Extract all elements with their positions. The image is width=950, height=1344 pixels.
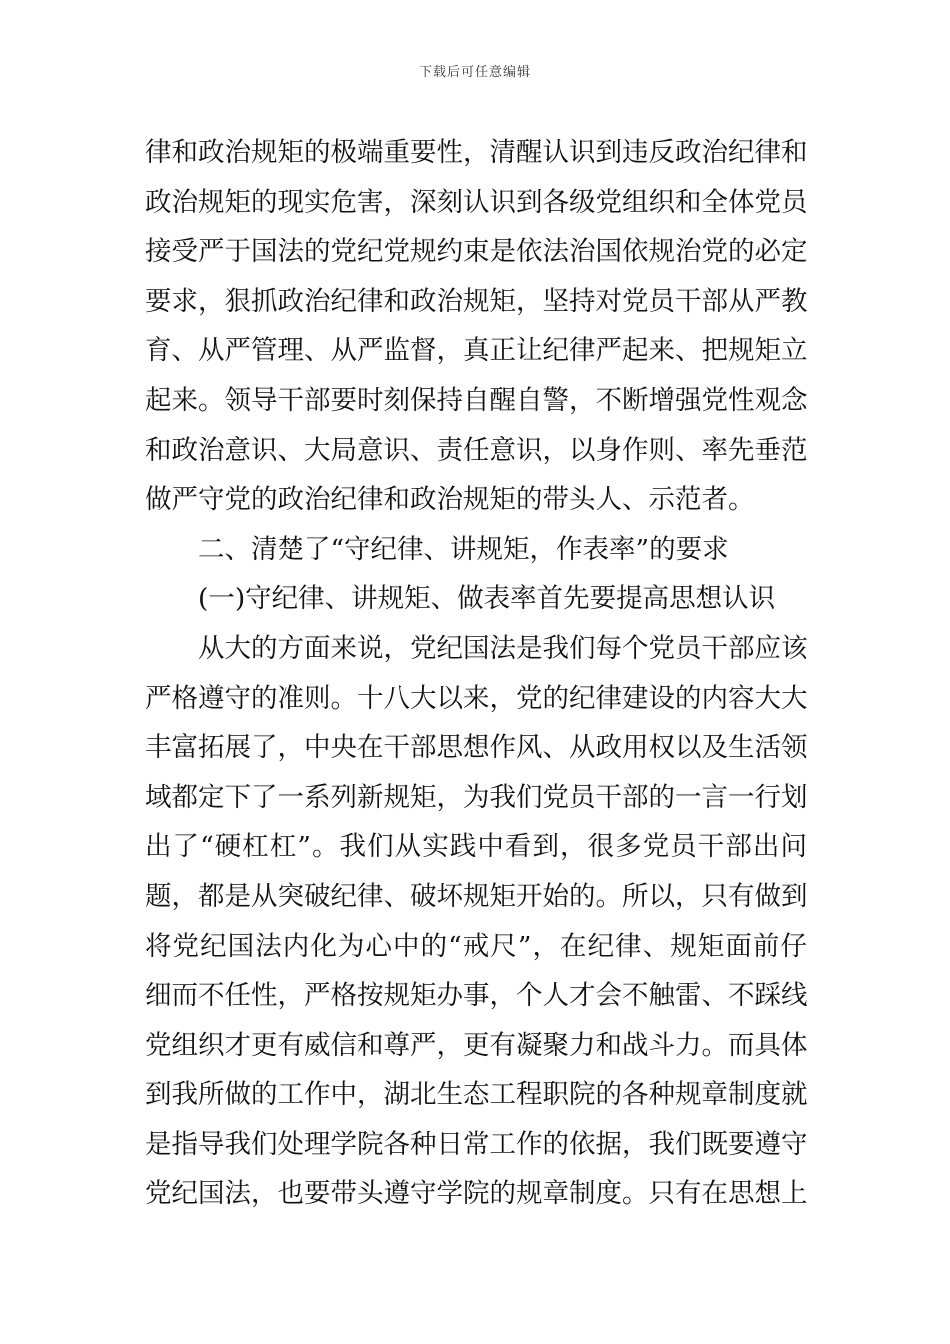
text-line: 党纪国法，也要带头遵守学院的规章制度。只有在思想上: [145, 1178, 808, 1210]
text-line: 要求，狠抓政治纪律和政治规矩，坚持对党员干部从严教: [145, 285, 808, 317]
text-line: 严格遵守的准则。十八大以来，党的纪律建设的内容大大: [145, 682, 808, 714]
text-line: 党组织才更有威信和尊严，更有凝聚力和战斗力。而具体: [145, 1029, 808, 1061]
page-header-note: 下载后可任意编辑: [418, 65, 531, 80]
text-line: 做严守党的政治纪律和政治规矩的带头人、示范者。: [145, 484, 755, 516]
text-line: 接受严于国法的党纪党规约束是依法治国依规治党的必定: [145, 236, 808, 268]
text-line: 将党纪国法内化为心中的“戒尺”，在纪律、规矩面前仔: [145, 930, 807, 962]
text-line: 到我所做的工作中，湖北生态工程职院的各种规章制度就: [145, 1079, 808, 1111]
text-line: 和政治意识、大局意识、责任意识，以身作则、率先垂范: [145, 434, 808, 466]
text-line: 题，都是从突破纪律、破坏规矩开始的。所以，只有做到: [145, 880, 808, 912]
text-line: 出了“硬杠杠”。我们从实践中看到，很多党员干部出问: [145, 831, 807, 863]
section-heading: 二、清楚了“守纪律、讲规矩，作表率”的要求: [198, 533, 729, 565]
subsection-heading: (一)守纪律、讲规矩、做表率首先要提高思想认识: [198, 583, 776, 615]
document-body: [145, 128, 807, 1219]
text-line: 育、从严管理、从严监督，真正让纪律严起来、把规矩立: [145, 335, 808, 367]
text-line: 是指导我们处理学院各种日常工作的依据，我们既要遵守: [145, 1128, 808, 1160]
text-line: 域都定下了一系列新规矩，为我们党员干部的一言一行划: [145, 781, 808, 813]
text-line: 起来。领导干部要时刻保持自醒自警，不断增强党性观念: [145, 384, 808, 416]
text-line: 细而不任性，严格按规矩办事，个人才会不触雷、不踩线: [145, 980, 808, 1012]
text-line: 从大的方面来说，党纪国法是我们每个党员干部应该: [198, 632, 808, 664]
text-line: 政治规矩的现实危害，深刻认识到各级党组织和全体党员: [145, 186, 808, 218]
text-line: 律和政治规矩的极端重要性，清醒认识到违反政治纪律和: [145, 137, 808, 168]
text-line: 丰富拓展了，中央在干部思想作风、从政用权以及生活领: [145, 732, 808, 764]
